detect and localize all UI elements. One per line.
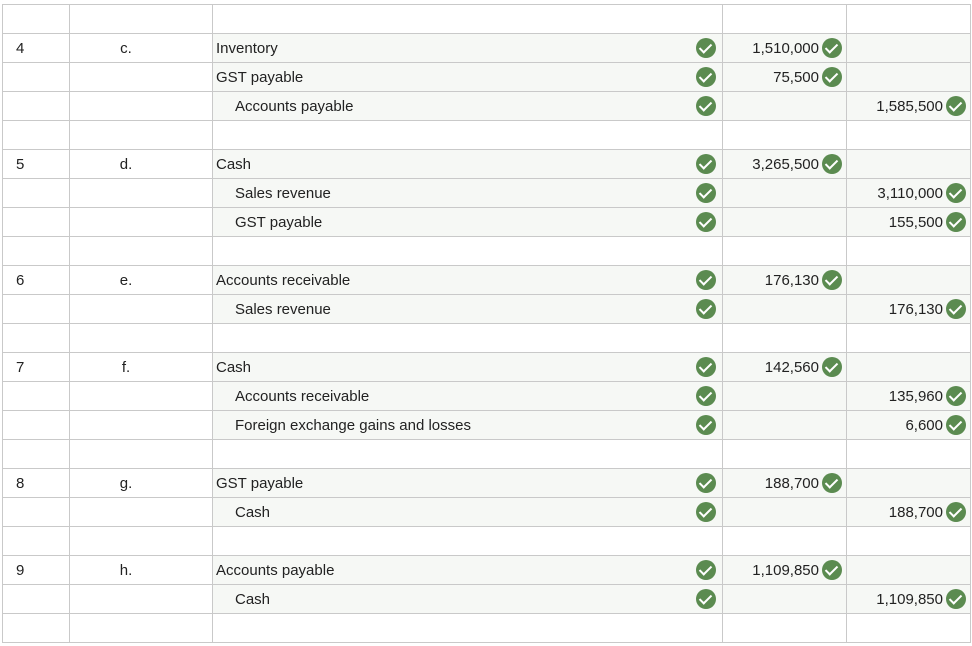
debit-amount: 142,560 (764, 358, 819, 376)
check-circle-icon (822, 473, 842, 493)
check-circle-icon (946, 386, 966, 406)
check-circle-icon (822, 38, 842, 58)
transaction-letter (70, 92, 213, 121)
entry-number: 5 (3, 150, 70, 179)
blank-row (3, 440, 971, 469)
credit-amount: 176,130 (888, 300, 943, 318)
entry-number (3, 382, 70, 411)
entry-number-cell (3, 440, 70, 469)
journal-row (3, 179, 971, 208)
account-cell[interactable] (213, 179, 723, 208)
account-name: GST payable (216, 68, 304, 86)
transaction-letter: c. (70, 34, 213, 63)
journal-row (3, 63, 971, 92)
account-name: Accounts payable (235, 97, 354, 115)
account-name: Cash (235, 590, 271, 608)
account-name: Inventory (216, 39, 278, 57)
account-cell[interactable] (213, 614, 723, 643)
account-name: Sales revenue (235, 300, 331, 318)
credit-cell[interactable] (847, 440, 971, 469)
credit-amount: 135,960 (888, 387, 943, 405)
debit-cell[interactable] (723, 556, 847, 585)
credit-cell[interactable] (847, 556, 971, 585)
entry-number (3, 63, 70, 92)
journal-row (3, 34, 971, 63)
transaction-letter (70, 411, 213, 440)
credit-cell[interactable] (847, 353, 971, 382)
debit-amount: 1,510,000 (752, 39, 819, 57)
debit-cell[interactable] (723, 614, 847, 643)
credit-cell[interactable] (847, 585, 971, 614)
credit-cell[interactable] (847, 295, 971, 324)
entry-number (3, 179, 70, 208)
entry-number-cell (3, 5, 70, 34)
journal-entry-rows (3, 5, 971, 643)
journal-row (3, 469, 971, 498)
credit-cell[interactable] (847, 527, 971, 556)
journal-row (3, 585, 971, 614)
debit-cell[interactable] (723, 266, 847, 295)
debit-cell[interactable] (723, 63, 847, 92)
entry-number: 9 (3, 556, 70, 585)
debit-cell[interactable] (723, 295, 847, 324)
debit-cell[interactable] (723, 5, 847, 34)
account-cell[interactable] (213, 5, 723, 34)
account-cell[interactable] (213, 121, 723, 150)
credit-cell[interactable] (847, 92, 971, 121)
credit-amount: 188,700 (888, 503, 943, 521)
credit-amount: 155,500 (888, 213, 943, 231)
transaction-cell (70, 5, 213, 34)
account-cell[interactable] (213, 440, 723, 469)
check-circle-icon (946, 589, 966, 609)
account-cell[interactable] (213, 92, 723, 121)
blank-row (3, 5, 971, 34)
entry-number-cell (3, 237, 70, 266)
credit-amount: 1,109,850 (876, 590, 943, 608)
check-circle-icon (946, 183, 966, 203)
account-cell[interactable] (213, 585, 723, 614)
credit-cell[interactable] (847, 34, 971, 63)
check-circle-icon (696, 473, 716, 493)
journal-row (3, 556, 971, 585)
account-name: GST payable (235, 213, 323, 231)
entry-number-cell (3, 324, 70, 353)
check-circle-icon (696, 357, 716, 377)
check-circle-icon (696, 589, 716, 609)
account-cell[interactable] (213, 34, 723, 63)
credit-cell[interactable] (847, 498, 971, 527)
debit-amount: 176,130 (764, 271, 819, 289)
check-circle-icon (696, 96, 716, 116)
check-circle-icon (822, 67, 842, 87)
credit-cell[interactable] (847, 5, 971, 34)
blank-row (3, 324, 971, 353)
debit-cell[interactable] (723, 208, 847, 237)
debit-cell[interactable] (723, 324, 847, 353)
journal-row (3, 92, 971, 121)
credit-cell[interactable] (847, 382, 971, 411)
check-circle-icon (946, 299, 966, 319)
account-name: Accounts receivable (235, 387, 370, 405)
credit-cell[interactable] (847, 63, 971, 92)
credit-cell[interactable] (847, 150, 971, 179)
transaction-letter (70, 498, 213, 527)
transaction-cell (70, 121, 213, 150)
debit-cell[interactable] (723, 237, 847, 266)
entry-number (3, 295, 70, 324)
account-cell[interactable] (213, 63, 723, 92)
account-cell[interactable] (213, 382, 723, 411)
debit-cell[interactable] (723, 353, 847, 382)
debit-amount: 75,500 (773, 68, 819, 86)
check-circle-icon (696, 299, 716, 319)
transaction-letter: g. (70, 469, 213, 498)
entry-number (3, 411, 70, 440)
credit-amount: 3,110,000 (877, 184, 943, 202)
check-circle-icon (696, 212, 716, 232)
account-cell[interactable] (213, 295, 723, 324)
check-circle-icon (696, 67, 716, 87)
journal-entry-table (2, 4, 971, 643)
account-name: Accounts payable (216, 561, 335, 579)
check-circle-icon (946, 96, 966, 116)
account-cell[interactable] (213, 527, 723, 556)
check-circle-icon (696, 38, 716, 58)
transaction-letter: f. (70, 353, 213, 382)
debit-cell[interactable] (723, 498, 847, 527)
account-name: Cash (235, 503, 271, 521)
transaction-letter (70, 295, 213, 324)
account-name: Sales revenue (235, 184, 331, 202)
check-circle-icon (696, 183, 716, 203)
transaction-letter (70, 382, 213, 411)
credit-cell[interactable] (847, 121, 971, 150)
debit-cell[interactable] (723, 179, 847, 208)
entry-number (3, 585, 70, 614)
debit-cell[interactable] (723, 92, 847, 121)
journal-row (3, 295, 971, 324)
credit-cell[interactable] (847, 469, 971, 498)
check-circle-icon (696, 560, 716, 580)
debit-cell[interactable] (723, 34, 847, 63)
entry-number-cell (3, 121, 70, 150)
check-circle-icon (696, 386, 716, 406)
check-circle-icon (946, 502, 966, 522)
blank-row (3, 237, 971, 266)
account-cell[interactable] (213, 353, 723, 382)
check-circle-icon (696, 415, 716, 435)
transaction-cell (70, 324, 213, 353)
check-circle-icon (696, 154, 716, 174)
debit-cell[interactable] (723, 121, 847, 150)
debit-cell[interactable] (723, 469, 847, 498)
check-circle-icon (822, 154, 842, 174)
account-cell[interactable] (213, 237, 723, 266)
account-cell[interactable] (213, 469, 723, 498)
credit-cell[interactable] (847, 266, 971, 295)
entry-number: 7 (3, 353, 70, 382)
credit-amount: 6,600 (905, 416, 943, 434)
check-circle-icon (696, 502, 716, 522)
check-circle-icon (946, 415, 966, 435)
account-cell[interactable] (213, 266, 723, 295)
credit-cell[interactable] (847, 614, 971, 643)
account-name: Foreign exchange gains and losses (235, 416, 471, 434)
transaction-letter (70, 585, 213, 614)
debit-cell[interactable] (723, 527, 847, 556)
entry-number: 4 (3, 34, 70, 63)
account-name: Cash (216, 155, 252, 173)
check-circle-icon (696, 270, 716, 290)
debit-cell[interactable] (723, 585, 847, 614)
transaction-letter (70, 179, 213, 208)
transaction-letter: d. (70, 150, 213, 179)
entry-number: 6 (3, 266, 70, 295)
credit-cell[interactable] (847, 411, 971, 440)
credit-cell[interactable] (847, 208, 971, 237)
blank-row (3, 614, 971, 643)
blank-row (3, 527, 971, 556)
transaction-letter (70, 63, 213, 92)
debit-amount: 1,109,850 (752, 561, 819, 579)
credit-cell[interactable] (847, 324, 971, 353)
account-cell[interactable] (213, 150, 723, 179)
check-circle-icon (822, 560, 842, 580)
entry-number (3, 208, 70, 237)
debit-cell[interactable] (723, 150, 847, 179)
transaction-cell (70, 440, 213, 469)
journal-row (3, 498, 971, 527)
check-circle-icon (822, 270, 842, 290)
journal-row (3, 266, 971, 295)
check-circle-icon (946, 212, 966, 232)
debit-cell[interactable] (723, 382, 847, 411)
account-name: Cash (216, 358, 252, 376)
entry-number: 8 (3, 469, 70, 498)
journal-row (3, 411, 971, 440)
credit-cell[interactable] (847, 179, 971, 208)
journal-row (3, 150, 971, 179)
entry-number (3, 92, 70, 121)
transaction-cell (70, 527, 213, 556)
entry-number-cell (3, 614, 70, 643)
debit-cell[interactable] (723, 411, 847, 440)
debit-amount: 3,265,500 (752, 155, 819, 173)
account-name: Accounts receivable (216, 271, 351, 289)
check-circle-icon (822, 357, 842, 377)
entry-number-cell (3, 527, 70, 556)
transaction-letter: h. (70, 556, 213, 585)
entry-number (3, 498, 70, 527)
account-cell[interactable] (213, 498, 723, 527)
debit-cell[interactable] (723, 440, 847, 469)
account-name: GST payable (216, 474, 304, 492)
blank-row (3, 121, 971, 150)
journal-row (3, 382, 971, 411)
account-cell[interactable] (213, 208, 723, 237)
transaction-letter (70, 208, 213, 237)
account-cell[interactable] (213, 324, 723, 353)
account-cell[interactable] (213, 556, 723, 585)
transaction-letter: e. (70, 266, 213, 295)
debit-amount: 188,700 (764, 474, 819, 492)
account-cell[interactable] (213, 411, 723, 440)
journal-row (3, 353, 971, 382)
transaction-cell (70, 614, 213, 643)
journal-row (3, 208, 971, 237)
transaction-cell (70, 237, 213, 266)
credit-cell[interactable] (847, 237, 971, 266)
credit-amount: 1,585,500 (876, 97, 943, 115)
